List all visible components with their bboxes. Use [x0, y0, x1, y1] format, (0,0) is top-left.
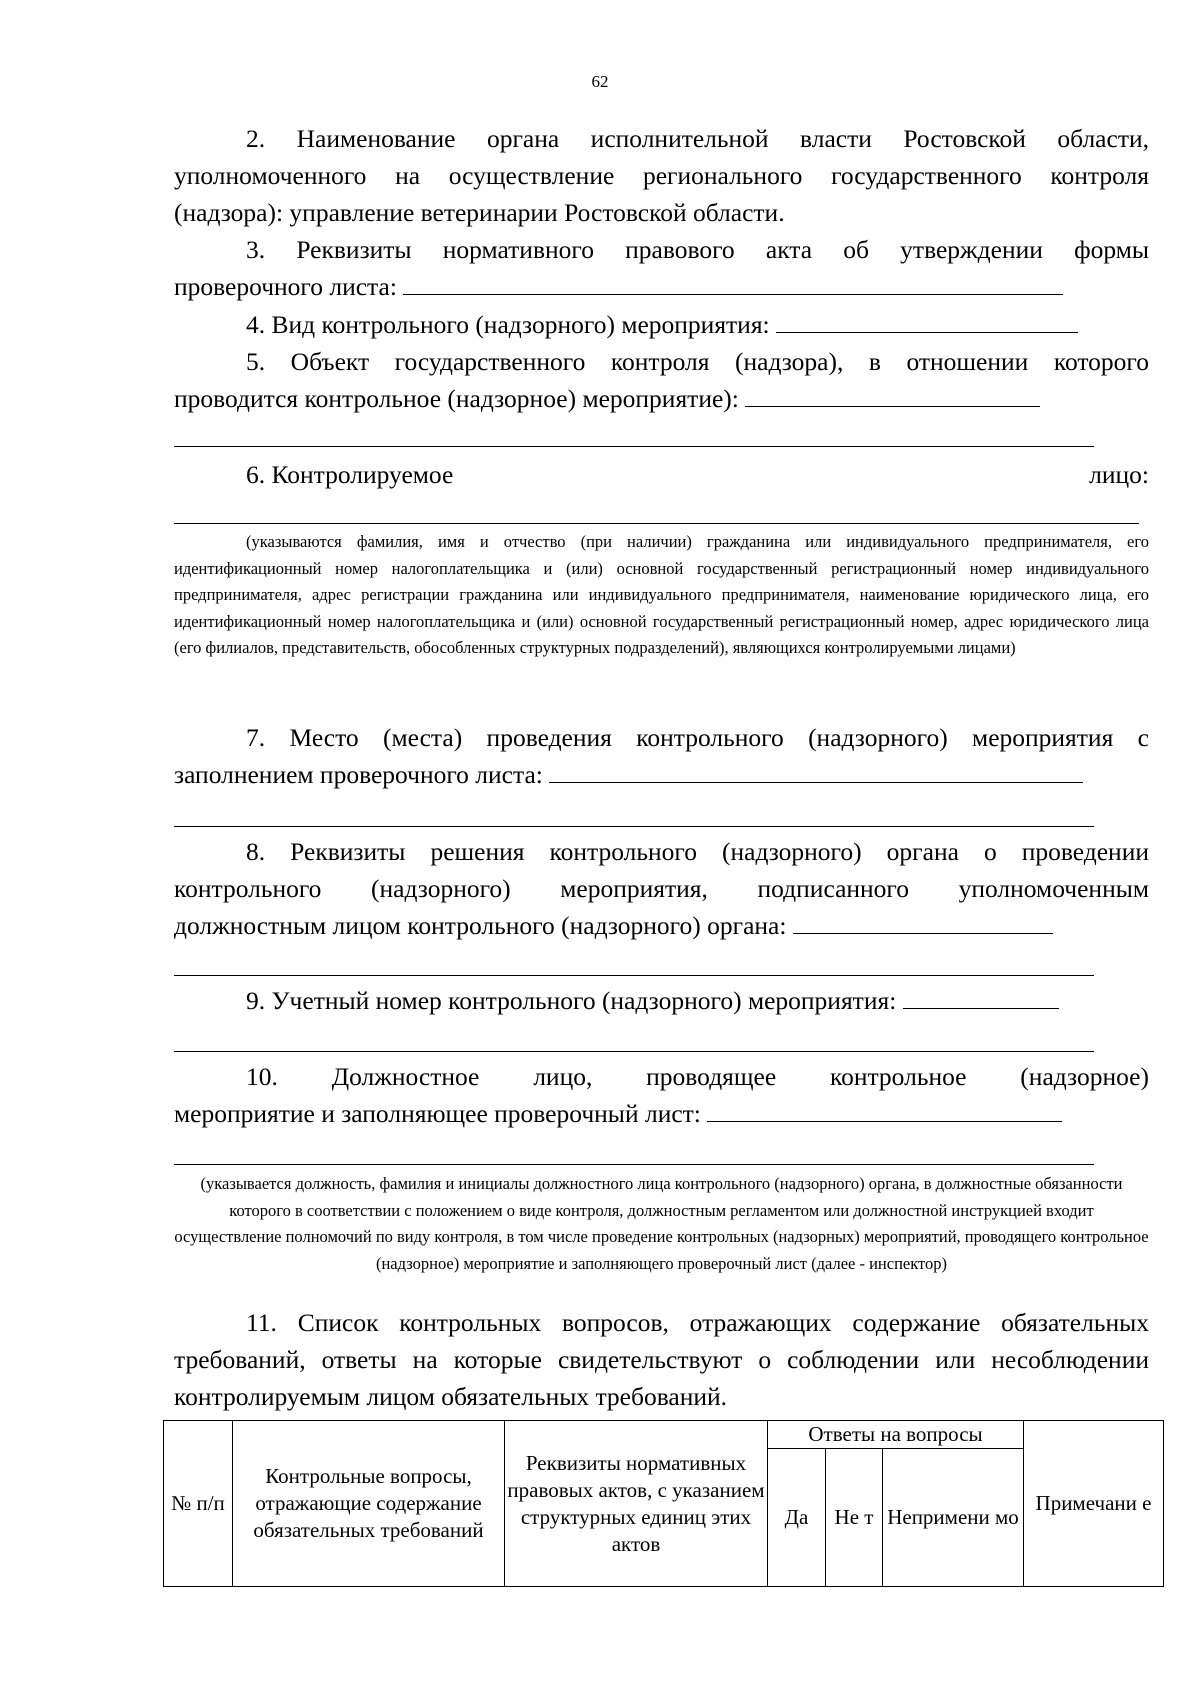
item-6-blank-line: [174, 523, 1139, 524]
item-7-cont: заполнением проверочного листа:: [174, 760, 543, 789]
col-na-header: Непримени мо: [883, 1449, 1024, 1587]
col-requisites-header: Реквизиты нормативных правовых актов, с указанием структурных единиц этих актов: [505, 1421, 768, 1587]
item-6-label: 6. Контролируемое: [246, 460, 454, 489]
item-6-note: [174, 529, 1149, 662]
item-7: [174, 719, 1149, 793]
item-6-note-text: (указываются фамилия, имя и отчество (при наличии) гражданина или индивидуального предпринимателя, его идентификационный номер налогоплательщика и (или) основной государственный регистрационный номер индивидуального предпринимателя, адрес регистрации гражданина или индивидуального предпринимателя, наименование юридического лица, его идентификационный номер налогоплательщика и (или) основной государственный регистрационный номер, адрес юридического лица (его филиалов, представительств, обособленных структурных подразделений), являющихся контролируемыми лицами): [174, 532, 1149, 657]
col-questions-header: Контрольные вопросы, отражающие содержание обязательных требований: [233, 1421, 505, 1587]
item-3-cont: проверочного листа:: [174, 272, 397, 301]
item-9-text: 9. Учетный номер контрольного (надзорного) мероприятия:: [246, 986, 897, 1015]
item-5-text: 5. Объект государственного контроля (надзора), в отношении которого: [246, 347, 1149, 376]
item-4-blank: [776, 310, 1078, 333]
item-10-note-text: (указывается должность, фамилия и инициалы должностного лица контрольного (надзорного) органа, в должностные обязанности которого в соответствии с положением о виде контроля, должностным регламентом или должностной инструкцией входит осуществление полномочий по виду контроля, в том числе проведение контрольных (надзорных) мероприятий, проводящего контрольное (надзорное) мероприятие и заполняющего проверочный лист (далее - инспектор): [174, 1174, 1149, 1273]
item-10-cont: мероприятие и заполняющее проверочный лист:: [174, 1099, 701, 1128]
col-no-header: Не т: [826, 1449, 883, 1587]
page-number: 62: [591, 72, 609, 91]
item-10-blank-line: [174, 1164, 1094, 1165]
col-notes-header: Примечани е: [1024, 1421, 1164, 1587]
item-8-blank-line: [174, 975, 1094, 976]
item-2: [174, 120, 1149, 231]
item-2-text: 2. Наименование органа исполнительной власти Ростовской области, уполномоченного на осуществление регионального государственного контроля (надзора): управление ветеринарии Ростовской области.: [174, 124, 1149, 227]
item-4-text: 4. Вид контрольного (надзорного) мероприятия:: [246, 310, 770, 339]
item-10-text: 10. Должностное лицо, проводящее контрольное (надзорное): [246, 1062, 1149, 1091]
table-header-row-1: [164, 1421, 1164, 1449]
item-3-blank: [403, 272, 1063, 295]
item-5: [174, 343, 1149, 417]
item-11: [174, 1304, 1149, 1415]
item-9-blank-line: [174, 1051, 1094, 1052]
item-10-note: [174, 1171, 1149, 1277]
col-yes-header: Да: [768, 1449, 826, 1587]
item-11-text: 11. Список контрольных вопросов, отражающих содержание обязательных требований, ответы на которые свидетельствуют о соблюдении или несоблюдении контролируемым лицом обязательных требований.: [174, 1308, 1149, 1411]
item-8-cont: должностным лицом контрольного (надзорного) органа:: [174, 911, 787, 940]
item-5-blank: [745, 384, 1040, 407]
item-5-cont: проводится контрольное (надзорное) мероприятие):: [174, 384, 739, 413]
item-3-text: 3. Реквизиты нормативного правового акта об утверждении формы: [246, 235, 1149, 264]
questions-table: [163, 1420, 1164, 1587]
item-8: [174, 833, 1149, 944]
item-10-blank: [707, 1099, 1062, 1122]
item-8-blank: [793, 911, 1053, 934]
item-7-blank: [549, 760, 1083, 783]
item-9: [174, 982, 1149, 1019]
item-6: [174, 456, 1149, 493]
item-4: [174, 306, 1149, 343]
item-10: [174, 1058, 1149, 1132]
item-3: [174, 231, 1149, 305]
item-7-blank-line: [174, 826, 1094, 827]
col-answers-header: Ответы на вопросы: [768, 1421, 1024, 1449]
item-5-blank-line: [174, 446, 1094, 447]
item-7-text: 7. Место (места) проведения контрольного (надзорного) мероприятия с: [246, 723, 1149, 752]
item-6-label-end: лицо:: [1089, 460, 1149, 489]
col-num-header: № п/п: [164, 1421, 233, 1587]
item-9-blank: [903, 986, 1059, 1009]
item-8-text: 8. Реквизиты решения контрольного (надзорного) органа о проведении контрольного (надзорного) мероприятия, подписанного уполномоченным: [174, 837, 1149, 903]
